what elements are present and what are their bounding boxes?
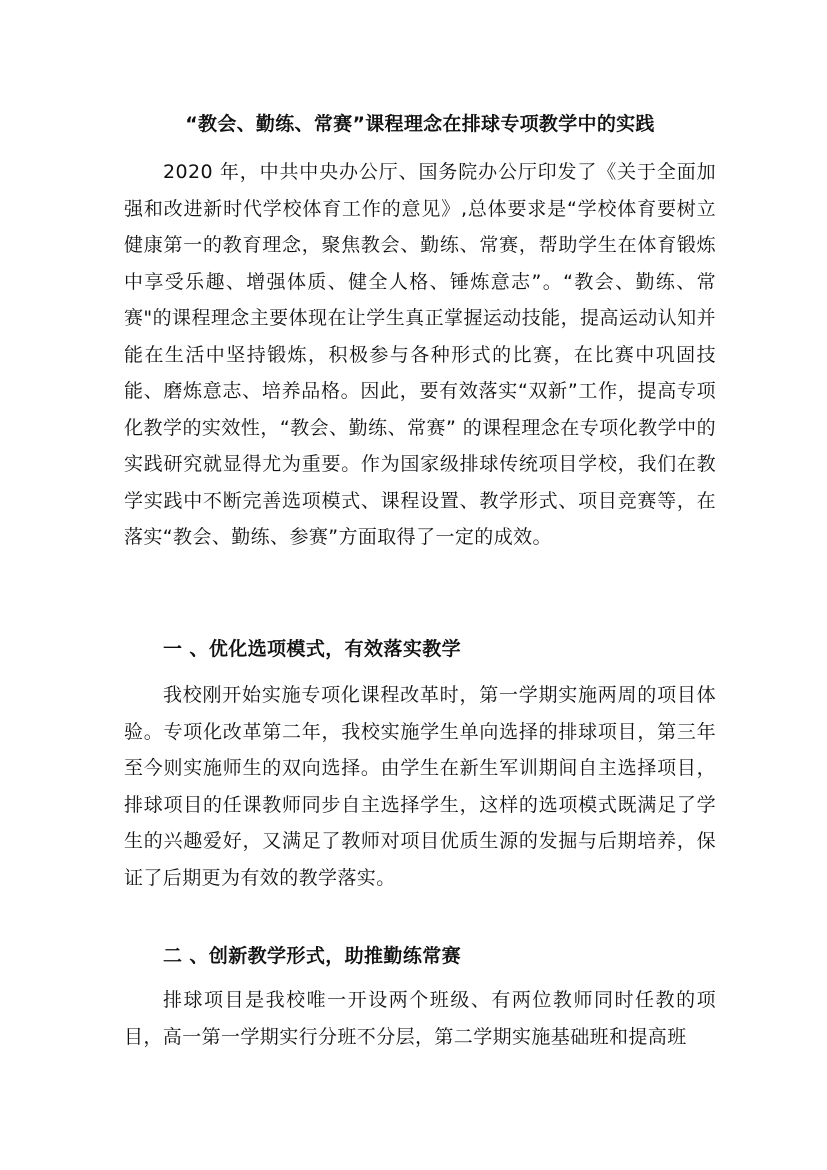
paragraph-section-2: 排球项目是我校唯一开设两个班级、有两位教师同时任教的项目，高一第一学期实行分班不分层，第二学期实施基础班和提高班 (124, 989, 716, 1048)
document-title: “教会、勤练、常赛”课程理念在排球专项教学中的实践 (185, 113, 655, 135)
paragraph-section-1: 我校刚开始实施专项化课程改革时，第一学期实施两周的项目体验。专项化改革第二年，我校实施学生单向选择的排球项目，第三年至今则实施师生的双向选择。由学生在新生军训期间自主选择项目，排球项目的任课教师同步自主选择学生，这样的选项模式既满足了学生的兴趣爱好，又满足了教师对项目优质生源的发掘与后期培养，保证了后期更为有效的教学落实。 (124, 684, 716, 889)
section-heading-1: 一 、优化选项模式，有效落实教学 (163, 638, 462, 660)
paragraph-intro: 2020 年，中共中央办公厅、国务院办公厅印发了《关于全面加强和改进新时代学校体育工作的意见》,总体要求是“学校体育要树立健康第一的教育理念，聚焦教会、勤练、常赛，帮助学生在体育锻炼中享受乐趣、增强体质、健全人格、锤炼意志”。“教会、勤练、常赛"的课程理念主要体现在让学生真正掌握运动技能，提高运动认知并能在生活中坚持锻炼，积极参与各种形式的比赛，在比赛中巩固技能、磨炼意志、培养品格。因此，要有效落实“双新”工作，提高专项化教学的实效性，“教会、勤练、常赛” 的课程理念在专项化教学中的实践研究就显得尤为重要。作为国家级排球传统项目学校，我们在教学实践中不断完善选项模式、课程设置、教学形式、项目竞赛等，在落实“教会、勤练、参赛”方面取得了一定的成效。 (124, 161, 716, 548)
section-heading-2: 二 、创新教学形式，助推勤练常赛 (163, 945, 462, 967)
